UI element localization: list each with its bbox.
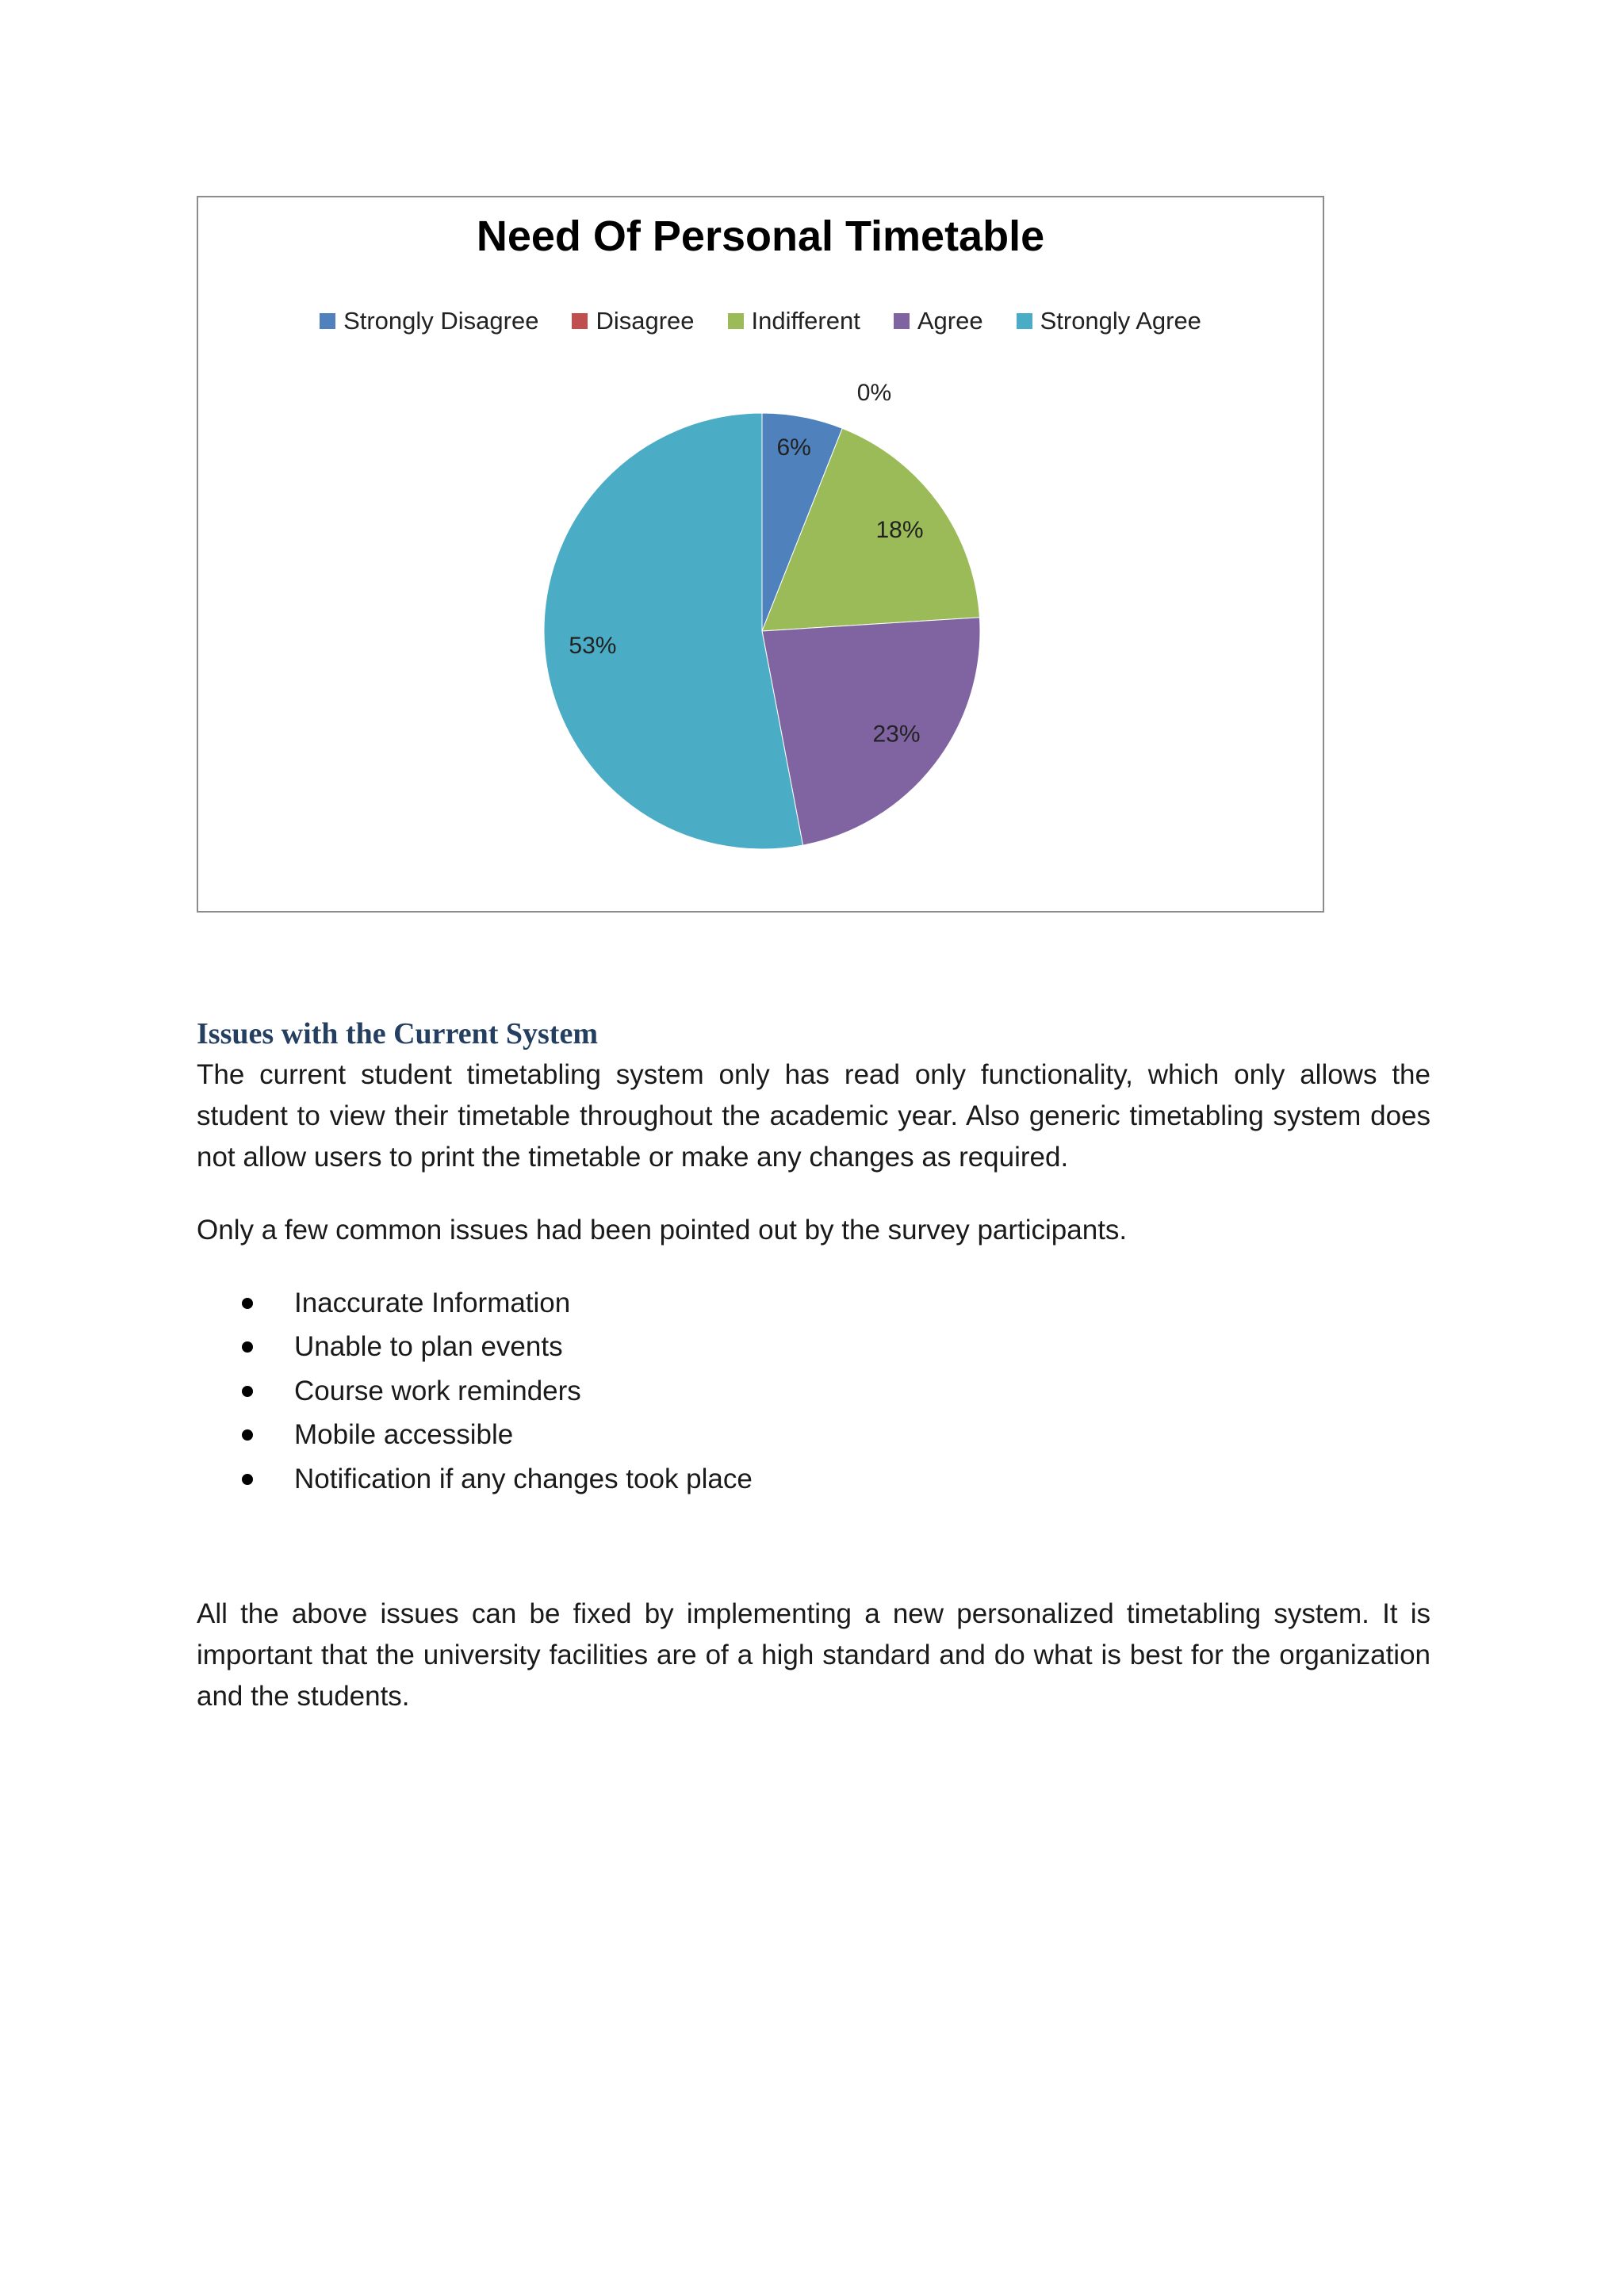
legend-label: Indifferent bbox=[751, 307, 860, 335]
list-item bbox=[242, 1369, 753, 1414]
list-item-text: Notification if any changes took place bbox=[294, 1463, 753, 1494]
bullet-icon bbox=[242, 1474, 253, 1485]
bullet-icon bbox=[242, 1298, 253, 1309]
chart-title: Need Of Personal Timetable bbox=[476, 212, 1045, 260]
legend-label: Strongly Disagree bbox=[343, 307, 539, 335]
list-item-text: Mobile accessible bbox=[294, 1419, 514, 1451]
list-item-text: Course work reminders bbox=[294, 1375, 581, 1406]
list-item bbox=[242, 1326, 753, 1370]
issues-list bbox=[242, 1281, 753, 1502]
pie-data-label: 23% bbox=[872, 721, 921, 748]
pie-data-label: 53% bbox=[569, 633, 617, 660]
list-item bbox=[242, 1281, 753, 1326]
bullet-icon bbox=[242, 1341, 253, 1353]
bullet-icon bbox=[242, 1386, 253, 1397]
pie-data-label: 6% bbox=[776, 434, 811, 461]
pie-data-label: 18% bbox=[875, 516, 924, 543]
list-item bbox=[242, 1457, 753, 1502]
paragraph-conclusion: All the above issues can be fixed by implementing a new personalized timetabling system. It is important that the university facilities are of a high standard and do what is best for the organization and the students. bbox=[197, 1598, 1431, 1712]
list-item-text: Unable to plan events bbox=[294, 1331, 563, 1363]
legend-label: Strongly Agree bbox=[1040, 307, 1201, 335]
section-heading: Issues with the Current System bbox=[197, 1017, 598, 1050]
list-item-text: Inaccurate Information bbox=[294, 1287, 571, 1318]
pie-plot bbox=[198, 197, 1323, 911]
legend-label: Disagree bbox=[596, 307, 695, 335]
legend-label: Agree bbox=[917, 307, 983, 335]
list-item bbox=[242, 1414, 753, 1458]
bullet-icon bbox=[242, 1429, 253, 1441]
paragraph-survey-intro: Only a few common issues had been pointed out by the survey participants. bbox=[197, 1215, 1128, 1246]
pie-data-label: 0% bbox=[856, 380, 892, 407]
paragraph-current-system: The current student timetabling system only has read only functionality, which only allows the student to view their timetable throughout the academic year. Also generic timetabling system does not allow users to print the timetable or make any changes as required. bbox=[197, 1059, 1431, 1173]
pie-chart bbox=[197, 196, 1324, 913]
